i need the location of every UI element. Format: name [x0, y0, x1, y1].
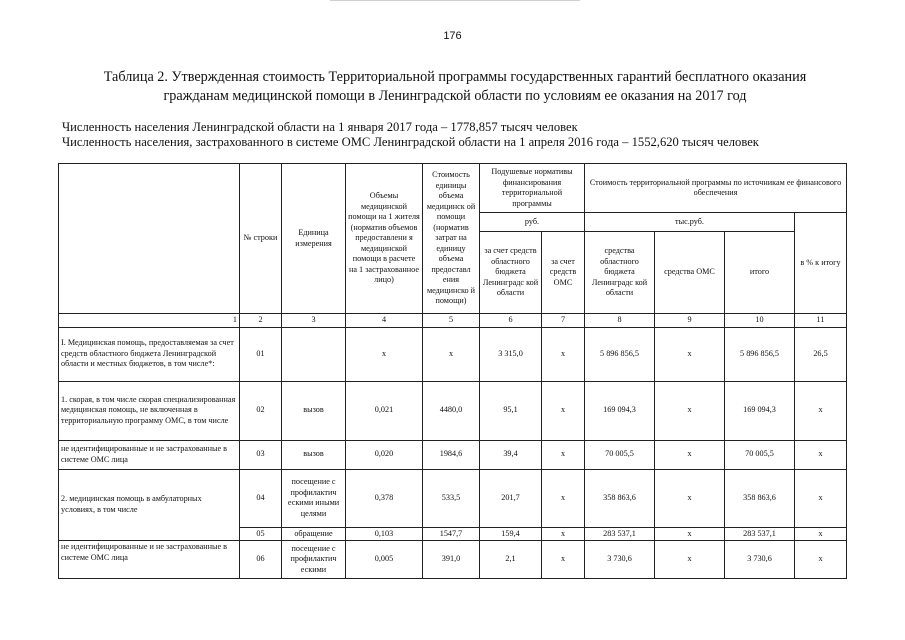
- header-name-cell: [59, 164, 240, 314]
- title-line-1: Таблица 2. Утвержденная стоимость Территориальной программы государственных гарантий бесплатного оказания: [103, 69, 807, 85]
- row-label: 1. скорая, в том числе скорая специализированная медицинская помощь, не включенная в территориальную программу ОМС, в том числе: [59, 381, 240, 440]
- column-number: 1: [59, 314, 240, 328]
- row-percent: х: [795, 381, 847, 440]
- page-title: [40, 68, 870, 106]
- row-total: 283 537,1: [725, 527, 795, 541]
- row-unit: вызов: [282, 381, 346, 440]
- row-oms-rub: х: [542, 381, 585, 440]
- row-percent: х: [795, 541, 847, 579]
- row-oms-rub: х: [542, 469, 585, 527]
- page-number: 176: [443, 30, 462, 42]
- row-percent: 26,5: [795, 327, 847, 381]
- header-unit-cost: Стоимость единицы объема медицинск ой помощи (норматив затрат на единицу объема предоставл ения медицинско й помощи): [423, 164, 480, 314]
- column-number: 6: [480, 314, 542, 328]
- header-volume: Объемы медицинской помощи на 1 жителя (норматив объемов предоставлени я медицинской помощи в расчете на 1 застрахованное лицо): [346, 164, 423, 314]
- row-unit: посещение с профилактич ескими: [282, 541, 346, 579]
- header-oms-rub: за счет средств ОМС: [542, 232, 585, 314]
- row-unit: обращение: [282, 527, 346, 541]
- row-number: 06: [240, 541, 282, 579]
- table-row: [59, 469, 847, 527]
- row-budget-rub: 95,1: [480, 381, 542, 440]
- row-oms-thous: х: [655, 469, 725, 527]
- row-label: не идентифицированные и не застрахованные в системе ОМС лица: [59, 440, 240, 469]
- header-thous-rub: тыс.руб.: [585, 213, 795, 232]
- row-unit-cost: 1547,7: [423, 527, 480, 541]
- column-number: 9: [655, 314, 725, 328]
- header-rub: руб.: [480, 213, 585, 232]
- row-number: 03: [240, 440, 282, 469]
- row-number: 04: [240, 469, 282, 527]
- row-oms-rub: х: [542, 541, 585, 579]
- row-volume: 0,005: [346, 541, 423, 579]
- row-budget-thous: 283 537,1: [585, 527, 655, 541]
- row-oms-thous: х: [655, 327, 725, 381]
- table-row: [59, 381, 847, 440]
- row-unit-cost: 391,0: [423, 541, 480, 579]
- column-numbers-row: [59, 314, 847, 328]
- row-unit: [282, 327, 346, 381]
- column-number: 10: [725, 314, 795, 328]
- row-budget-thous: 358 863,6: [585, 469, 655, 527]
- row-oms-thous: х: [655, 381, 725, 440]
- row-total: 169 094,3: [725, 381, 795, 440]
- row-percent: х: [795, 469, 847, 527]
- column-number: 4: [346, 314, 423, 328]
- row-total: 70 005,5: [725, 440, 795, 469]
- top-rule: [330, 0, 580, 1]
- row-oms-thous: х: [655, 527, 725, 541]
- header-row-1: [59, 164, 847, 213]
- population-line-2: Численность населения, застрахованного в системе ОМС Ленинградской области на 1 апреля 2016 года – 1552,620 тысяч человек: [62, 135, 759, 149]
- row-volume: 0,103: [346, 527, 423, 541]
- row-volume: х: [346, 327, 423, 381]
- row-number: 05: [240, 527, 282, 541]
- row-volume: 0,020: [346, 440, 423, 469]
- header-cost-by-source: Стоимость территориальной программы по источникам ее финансового обеспечения: [585, 164, 847, 213]
- column-number: 11: [795, 314, 847, 328]
- table-row: [59, 541, 847, 579]
- column-number: 2: [240, 314, 282, 328]
- row-unit-cost: х: [423, 327, 480, 381]
- row-oms-rub: х: [542, 440, 585, 469]
- header-row-no: № строки: [240, 164, 282, 314]
- column-number: 7: [542, 314, 585, 328]
- row-unit-cost: 1984,6: [423, 440, 480, 469]
- row-label: I. Медицинская помощь, предоставляемая за счет средств областного бюджета Ленинградской области и местных бюджетов, в том числе*:: [59, 327, 240, 381]
- column-number: 3: [282, 314, 346, 328]
- row-volume: 0,378: [346, 469, 423, 527]
- row-percent: х: [795, 440, 847, 469]
- title-line-2: гражданам медицинской помощи в Ленинградской области по условиям ее оказания на 2017 год: [163, 88, 747, 104]
- header-unit: Единица измерения: [282, 164, 346, 314]
- row-unit-cost: 4480,0: [423, 381, 480, 440]
- row-budget-rub: 201,7: [480, 469, 542, 527]
- row-oms-thous: х: [655, 440, 725, 469]
- row-unit-cost: 533,5: [423, 469, 480, 527]
- header-percent: в % к итогу: [795, 213, 847, 314]
- cost-table: [58, 163, 847, 579]
- row-volume: 0,021: [346, 381, 423, 440]
- row-oms-rub: х: [542, 527, 585, 541]
- row-total: 358 863,6: [725, 469, 795, 527]
- row-budget-rub: 3 315,0: [480, 327, 542, 381]
- row-budget-rub: 2,1: [480, 541, 542, 579]
- row-total: 5 896 856,5: [725, 327, 795, 381]
- header-per-capita: Подушевые нормативы финансирования территориальной программы: [480, 164, 585, 213]
- row-unit: посещение с профилактич ескими иными целями: [282, 469, 346, 527]
- table-row: [59, 327, 847, 381]
- header-budget-thous: средства областного бюджета Ленинградс кой области: [585, 232, 655, 314]
- row-budget-thous: 3 730,6: [585, 541, 655, 579]
- row-oms-thous: х: [655, 541, 725, 579]
- row-number: 01: [240, 327, 282, 381]
- row-budget-rub: 39,4: [480, 440, 542, 469]
- row-total: 3 730,6: [725, 541, 795, 579]
- row-label: не идентифицированные и не застрахованные в системе ОМС лица: [59, 541, 240, 579]
- row-unit: вызов: [282, 440, 346, 469]
- header-oms-thous: средства ОМС: [655, 232, 725, 314]
- column-number: 8: [585, 314, 655, 328]
- row-budget-thous: 169 094,3: [585, 381, 655, 440]
- row-label: 2. медицинская помощь в амбулаторных условиях, в том числе: [59, 469, 240, 541]
- header-budget-rub: за счет средств областного бюджета Ленинградс кой области: [480, 232, 542, 314]
- population-line-1: Численность населения Ленинградской области на 1 января 2017 года – 1778,857 тысяч человек: [62, 120, 578, 134]
- row-oms-rub: х: [542, 327, 585, 381]
- header-total: итого: [725, 232, 795, 314]
- row-number: 02: [240, 381, 282, 440]
- table-row: [59, 440, 847, 469]
- row-budget-rub: 159,4: [480, 527, 542, 541]
- row-percent: х: [795, 527, 847, 541]
- row-budget-thous: 70 005,5: [585, 440, 655, 469]
- row-budget-thous: 5 896 856,5: [585, 327, 655, 381]
- column-number: 5: [423, 314, 480, 328]
